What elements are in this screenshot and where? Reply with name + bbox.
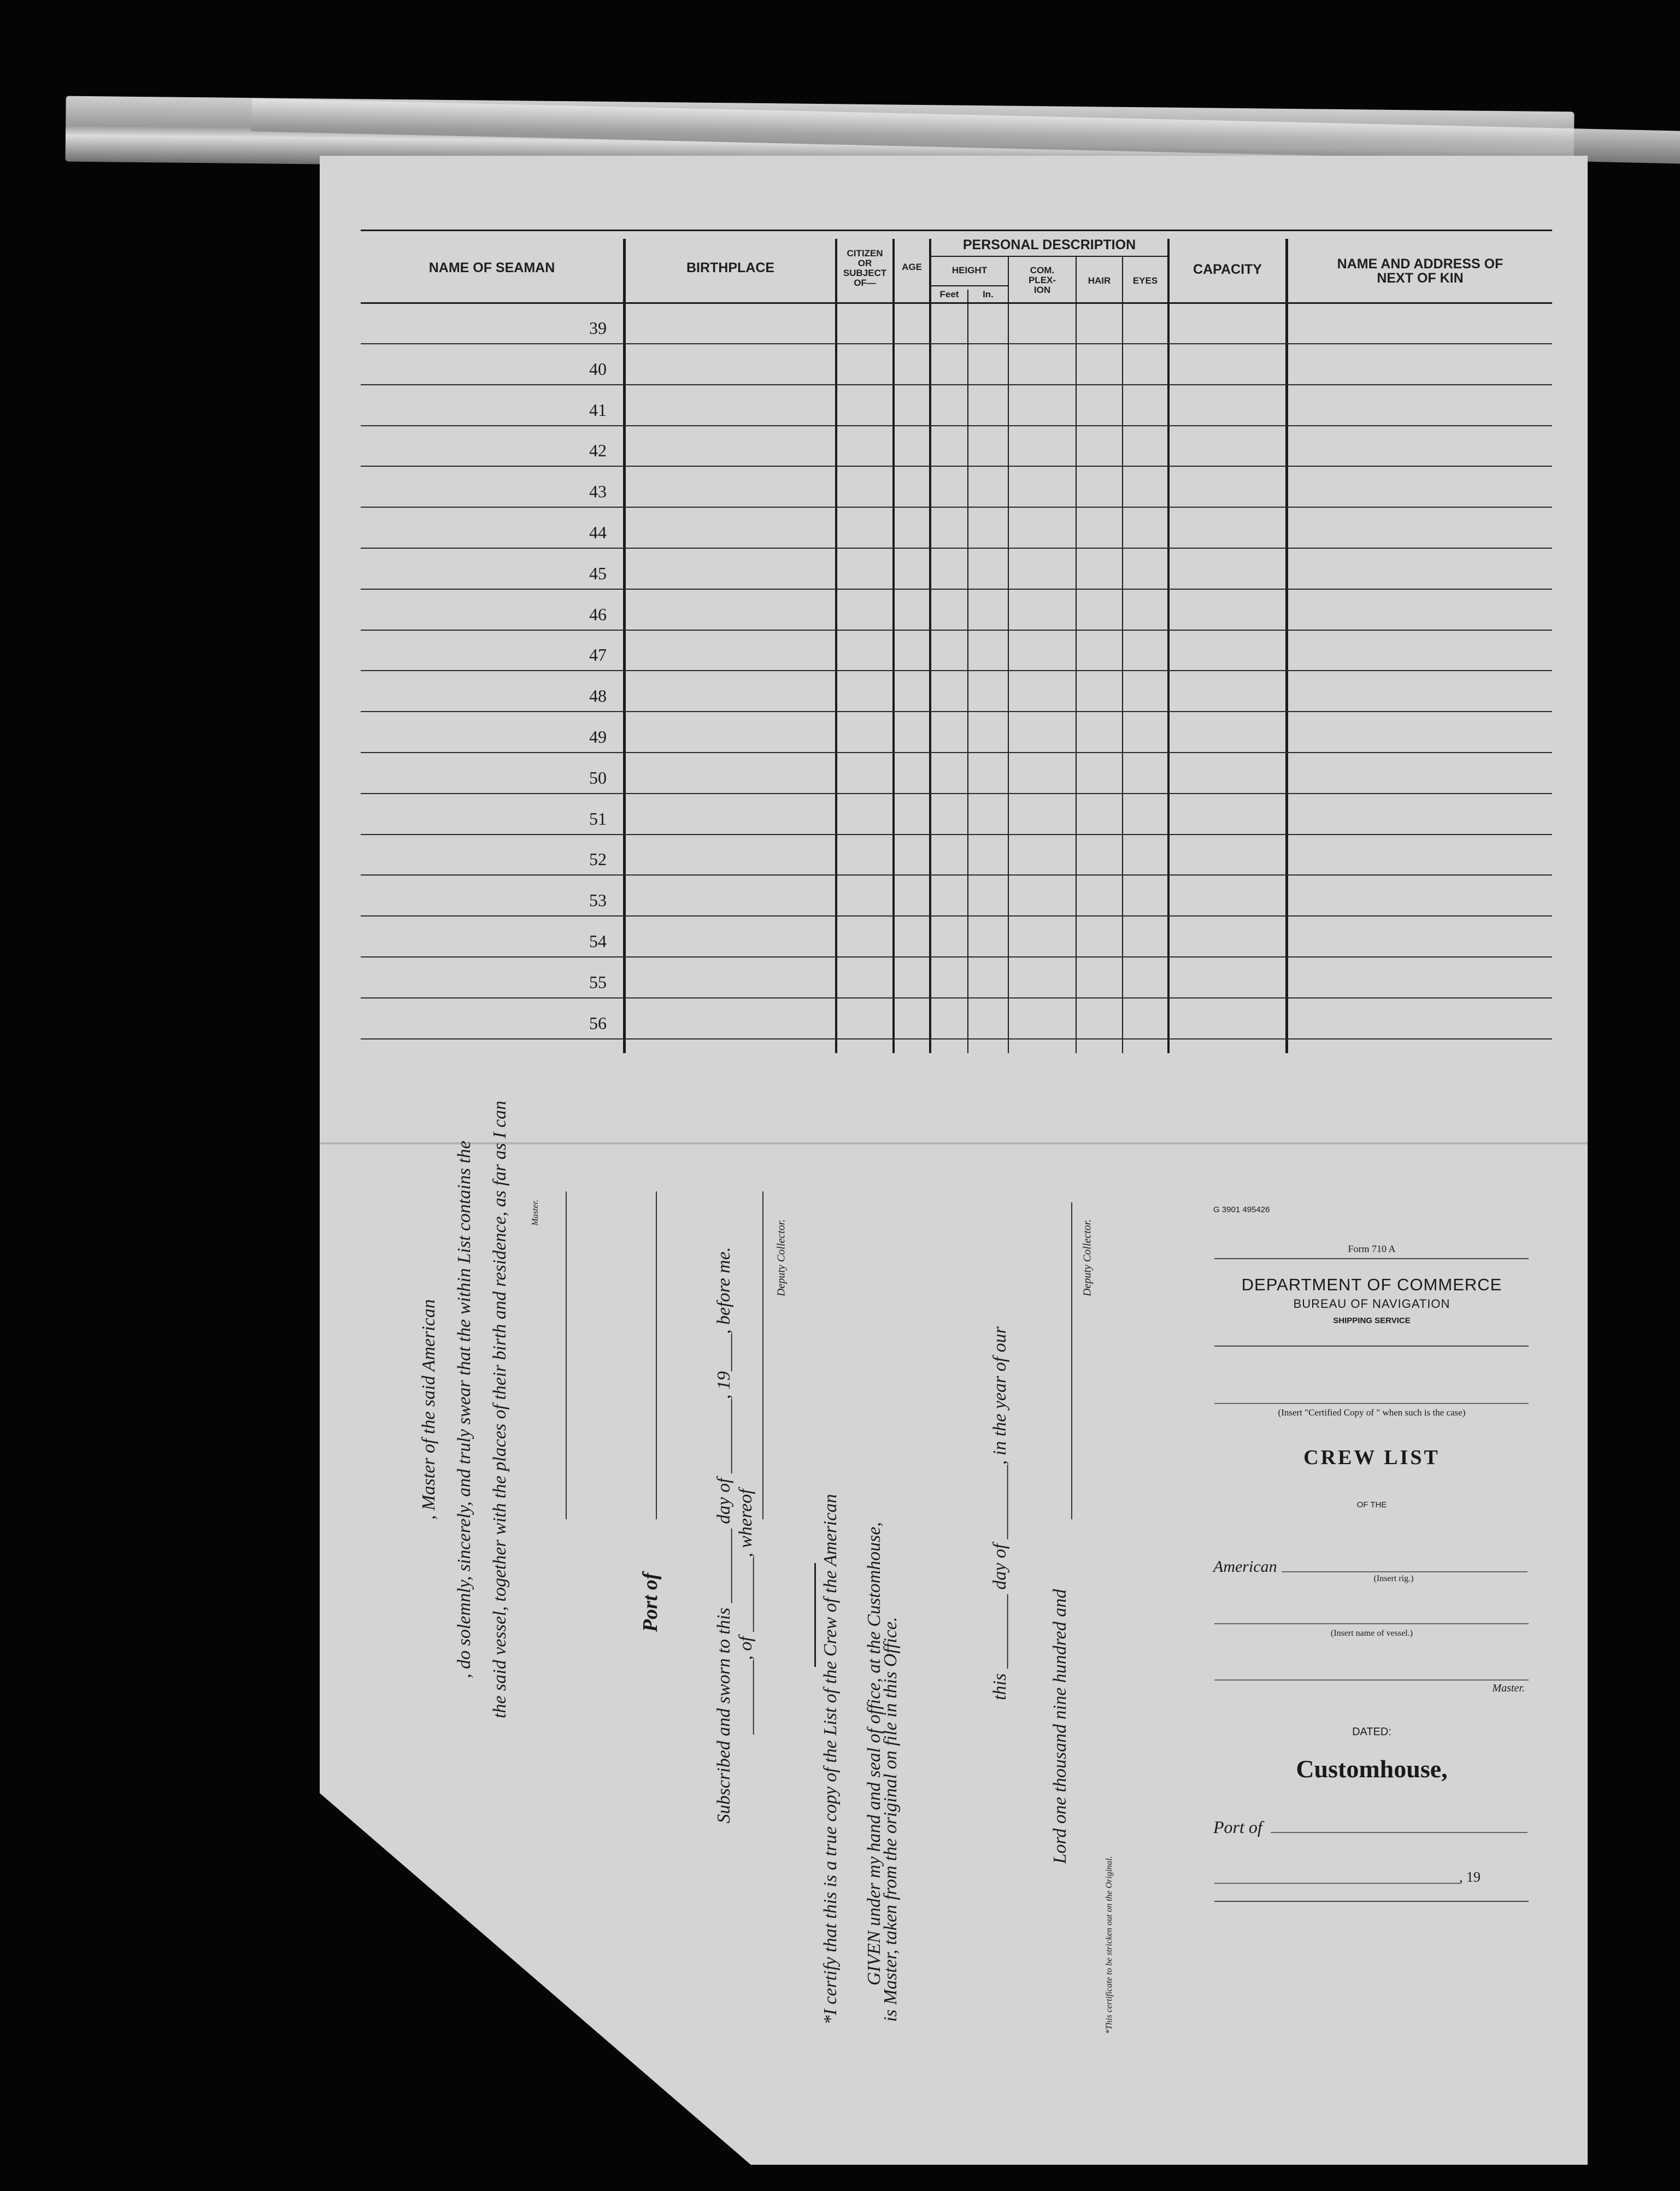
form-year: , 19	[1459, 1869, 1481, 1885]
header-feet: Feet	[939, 289, 959, 299]
header-height: HEIGHT	[951, 265, 988, 275]
col-divider	[1285, 239, 1288, 1053]
rig-line	[1282, 1571, 1528, 1572]
table-row	[361, 793, 1552, 794]
oath-line-3: the said vessel, together with the places of their birth and residence, as far as I can	[490, 1100, 510, 1719]
row-number: 54	[589, 931, 607, 951]
row-number: 47	[589, 645, 607, 665]
table-row	[361, 589, 1552, 590]
row-number: 45	[589, 563, 607, 583]
header-personal: PERSONAL DESCRIPTION	[962, 237, 1136, 252]
form-insert-vessel: (Insert name of vessel.)	[1330, 1629, 1413, 1638]
master-sign-line	[566, 1191, 567, 1519]
oath-master-label: Master.	[531, 1200, 540, 1226]
form-american: American	[1213, 1558, 1277, 1576]
form-insert-rig: (Insert rig.)	[1373, 1574, 1414, 1583]
height-rule	[931, 285, 1008, 286]
certificate-line-3: is Master, taken from the original on file in this Office.	[880, 1617, 901, 2022]
row-number: 56	[589, 1013, 607, 1033]
header-hair: HAIR	[1088, 275, 1111, 286]
form-customhouse: Customhouse,	[1296, 1755, 1448, 1783]
row-number: 53	[589, 890, 607, 911]
table-row	[361, 507, 1552, 508]
header-capacity: CAPACITY	[1193, 262, 1262, 277]
table-row	[361, 548, 1552, 549]
certificate-line-4: GIVEN under my hand and seal of office, at the Customhouse,	[864, 1522, 884, 1986]
oath-deputy-collector: Deputy Collector.	[775, 1219, 788, 1297]
form-dated: DATED:	[1352, 1726, 1391, 1738]
certificate-deputy-collector: Deputy Collector.	[1081, 1219, 1094, 1297]
table-row	[361, 343, 1552, 344]
form-rule	[1214, 1258, 1529, 1259]
row-number: 55	[589, 972, 607, 992]
form-rule	[1214, 1346, 1529, 1347]
row-number: 44	[589, 522, 607, 542]
form-insert-note: (Insert "Certified Copy of " when such is the case)	[1278, 1407, 1466, 1418]
certificate-line-5: this ________ day of ________, in the year of our	[990, 1326, 1010, 1700]
form-code: G 3901 495426	[1213, 1205, 1270, 1214]
certificate-line-6: Lord one thousand nine hundred and	[1050, 1589, 1070, 1864]
form-master: Master.	[1492, 1682, 1525, 1694]
oath-port: Port of	[639, 1572, 662, 1632]
row-number: 39	[589, 318, 607, 338]
table-row	[361, 956, 1552, 958]
form-service: SHIPPING SERVICE	[1333, 1316, 1411, 1325]
table-row	[361, 711, 1552, 712]
header-age: AGE	[902, 262, 922, 272]
header-kin: NAME AND ADDRESS OF NEXT OF KIN	[1337, 256, 1503, 286]
table-row	[361, 834, 1552, 835]
col-divider	[1122, 257, 1123, 1053]
row-number: 42	[589, 440, 607, 461]
col-divider	[1076, 257, 1077, 1053]
header-inches: In.	[983, 289, 994, 299]
form-title: CREW LIST	[1303, 1446, 1440, 1469]
certificate-line-1: *I certify that this is a true copy of the List of the Crew of the American	[820, 1494, 841, 2025]
row-number: 52	[589, 849, 607, 870]
table-header-rule	[361, 302, 1552, 304]
header-eyes: EYES	[1132, 275, 1158, 286]
table-row	[361, 630, 1552, 631]
col-divider	[1008, 257, 1009, 1053]
header-birthplace: BIRTHPLACE	[686, 260, 775, 275]
table-row	[361, 466, 1552, 467]
col-divider	[1167, 239, 1170, 1053]
port-line	[1271, 1832, 1528, 1833]
col-divider	[623, 239, 626, 1053]
row-number: 41	[589, 400, 607, 420]
form-port-of: Port of	[1213, 1817, 1262, 1837]
table-row	[361, 670, 1552, 671]
header-complexion: COM. PLEX- ION	[1028, 265, 1056, 295]
table-row	[361, 1038, 1552, 1039]
certificate-footnote: *This certificate to be stricken out on the Original.	[1105, 1856, 1114, 2034]
table-row	[361, 915, 1552, 917]
table-row	[361, 752, 1552, 753]
col-divider	[892, 239, 895, 1053]
certificate-line-2: ________, of ________, whereof	[736, 1489, 756, 1735]
date-line	[1214, 1883, 1460, 1884]
col-divider	[967, 290, 968, 1053]
deputy-line-2	[1071, 1202, 1072, 1519]
personal-rule	[931, 256, 1167, 257]
vessel-line	[1214, 1623, 1529, 1624]
certified-line	[1214, 1403, 1529, 1404]
oath-subscribed: Subscribed and sworn to this ________ day of ________, 19____, before me.	[714, 1247, 734, 1824]
form-number: Form 710 A	[1348, 1243, 1396, 1254]
col-divider	[835, 239, 837, 1053]
form-dept: DEPARTMENT OF COMMERCE	[1241, 1275, 1502, 1294]
table-row	[361, 384, 1552, 385]
row-number: 40	[589, 359, 607, 379]
col-divider	[929, 239, 931, 1053]
row-number: 43	[589, 481, 607, 502]
row-number: 48	[589, 686, 607, 706]
deputy-line-1	[762, 1191, 763, 1519]
port-line	[656, 1191, 657, 1519]
table-row	[361, 425, 1552, 426]
form-rule	[1214, 1901, 1529, 1902]
row-number: 49	[589, 727, 607, 747]
master-line	[1214, 1679, 1529, 1681]
row-number: 50	[589, 767, 607, 788]
table-row	[361, 874, 1552, 876]
table-top-rule	[361, 230, 1552, 231]
table-row	[361, 997, 1552, 998]
form-bureau: BUREAU OF NAVIGATION	[1293, 1297, 1450, 1311]
header-name: NAME OF SEAMAN	[428, 260, 555, 275]
header-citizen: CITIZEN OR SUBJECT OF—	[843, 248, 887, 288]
separator-rule	[814, 1563, 816, 1667]
form-of-the: OF THE	[1356, 1500, 1387, 1509]
oath-line-1: , Master of the said American	[419, 1299, 439, 1520]
oath-line-2: , do solemnly, sincerely, and truly swear that the within List contains the	[454, 1141, 474, 1678]
row-number: 46	[589, 604, 607, 624]
row-number: 51	[589, 808, 607, 829]
